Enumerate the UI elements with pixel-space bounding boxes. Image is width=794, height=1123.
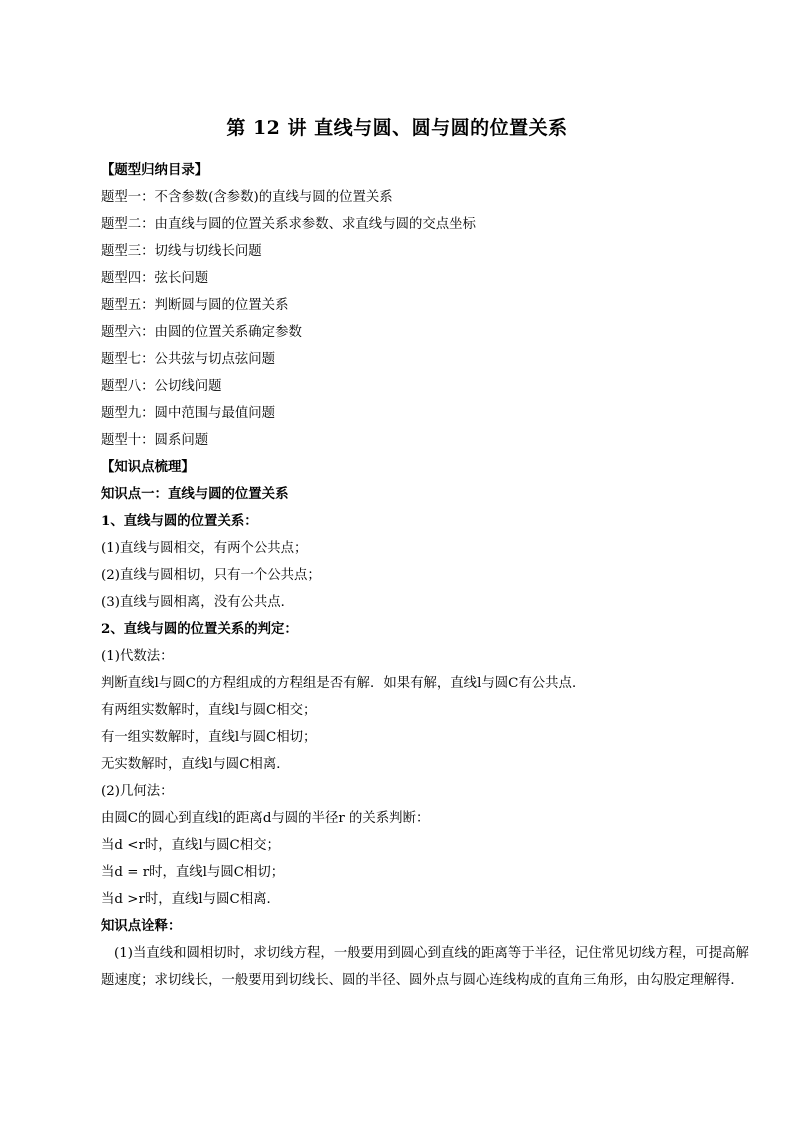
- algebra-line: 无实数解时，直线l与圆C相离．: [101, 757, 290, 772]
- algebra-line: 有一组实数解时，直线l与圆C相切；: [101, 730, 317, 745]
- toc-item: 题型七：公共弦与切点弦问题: [101, 352, 276, 367]
- knowledge-point-title: 知识点一：直线与圆的位置关系: [101, 486, 289, 502]
- geometry-method-title: (2)几何法：: [101, 784, 174, 799]
- algebra-line: 有两组实数解时，直线l与圆C相交；: [101, 703, 317, 718]
- toc-item: 题型四：弦长问题: [101, 271, 209, 286]
- algebra-line: 判断直线l与圆C的方程组成的方程组是否有解．如果有解，直线l与圆C有公共点．: [101, 676, 586, 691]
- page-title: 第 12 讲 直线与圆、圆与圆的位置关系: [226, 117, 568, 139]
- toc-item: 题型六：由圆的位置关系确定参数: [101, 325, 302, 340]
- relation-item: (2)直线与圆相切，只有一个公共点；: [101, 568, 321, 583]
- geometry-line: 当d >r时，直线l与圆C相离．: [101, 892, 280, 907]
- toc-item: 题型五：判断圆与圆的位置关系: [101, 298, 289, 313]
- relation-item: (1)直线与圆相交，有两个公共点；: [101, 541, 308, 556]
- algebra-method-title: (1)代数法：: [101, 649, 174, 664]
- toc-item: 题型九：圆中范围与最值问题: [101, 406, 276, 421]
- note-paragraph: (1)当直线和圆相切时，求切线方程，一般要用到圆心到直线的距离等于半径，记住常见切线方程，可提高解题速度；求切线长，一般要用到切线长、圆的半径、圆外点与圆心连线构成的直角三角形，由勾股定理解得．: [101, 946, 749, 988]
- toc-heading: 【题型归纳目录】: [101, 162, 209, 178]
- section-title: 2、直线与圆的位置关系的判定：: [101, 621, 298, 637]
- geometry-line: 当d = r时，直线l与圆C相切；: [101, 865, 285, 880]
- section-title: 1、直线与圆的位置关系：: [101, 513, 258, 529]
- geometry-line: 由圆C的圆心到直线l的距离d与圆的半径r 的关系判断：: [101, 811, 430, 826]
- note-title: 知识点诠释：: [101, 918, 182, 934]
- toc-item: 题型二：由直线与圆的位置关系求参数、求直线与圆的交点坐标: [101, 217, 476, 232]
- toc-item: 题型一：不含参数(含参数)的直线与圆的位置关系: [101, 190, 393, 205]
- geometry-line: 当d <r时，直线l与圆C相交；: [101, 838, 280, 853]
- relation-item: (3)直线与圆相离，没有公共点．: [101, 595, 295, 610]
- toc-item: 题型三：切线与切线长问题: [101, 244, 262, 259]
- knowledge-heading: 【知识点梳理】: [101, 459, 195, 475]
- document-body: [101, 157, 751, 994]
- toc-item: 题型十：圆系问题: [101, 433, 209, 448]
- toc-item: 题型八：公切线问题: [101, 379, 222, 394]
